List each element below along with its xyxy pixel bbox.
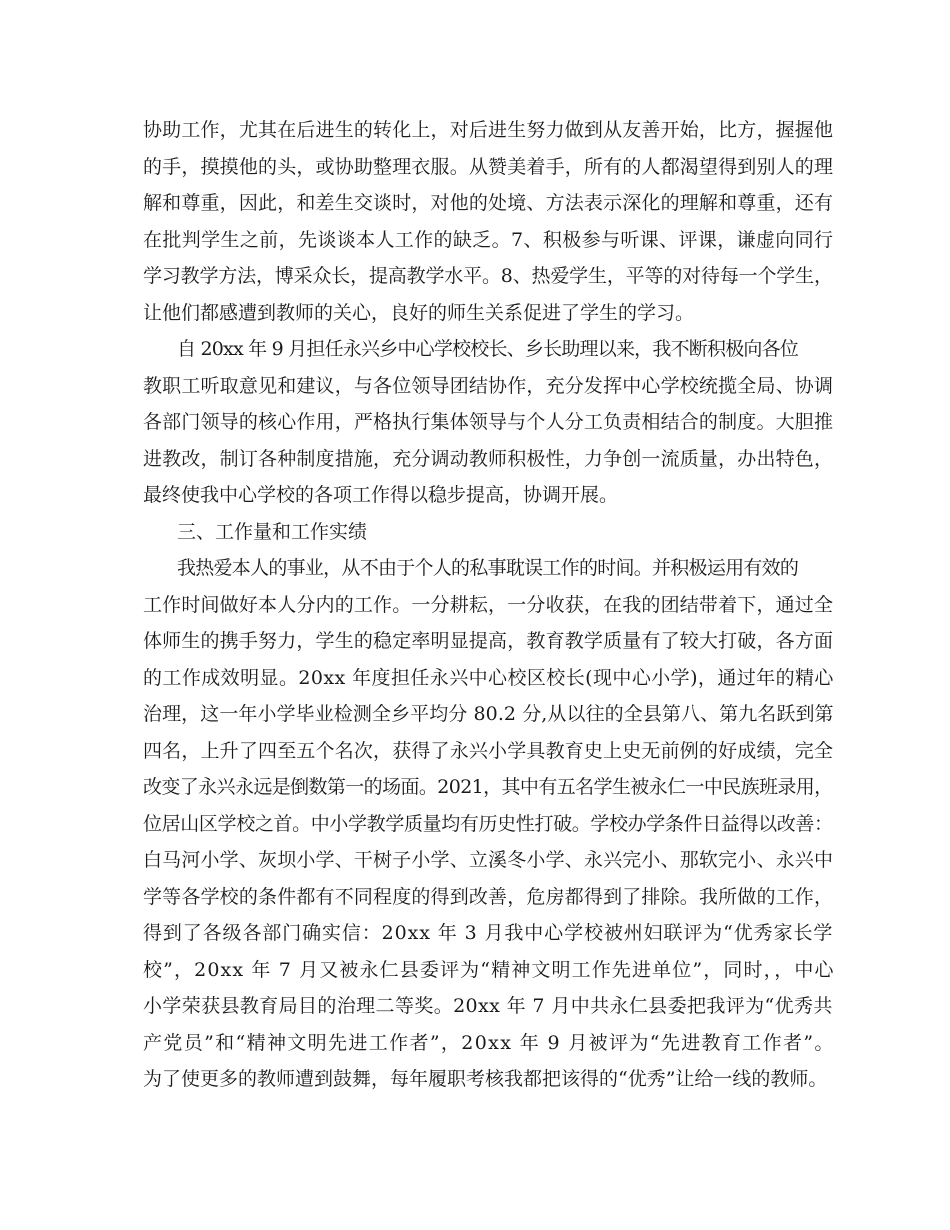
text-line: 最终使我中心学校的各项工作得以稳步提高，协调开展。 [143, 484, 619, 506]
text-line: 自 20xx 年 9 月担任永兴乡中心学校校长、乡长助理以来，我不断积极向各位 [177, 338, 799, 360]
text-line: 白马河小学、灰坝小学、干树子小学、立溪冬小学、永兴完小、那软完小、永兴中 [143, 849, 834, 871]
text-line: 得到了各级各部门确实信：20xx 年 3 月我中心学校被州妇联评为“优秀家长学 [143, 922, 834, 944]
text-line: 体师生的携手努力，学生的稳定率明显提高，教育教学质量有了较大打破，各方面 [143, 630, 834, 652]
text-line: 解和尊重，因此，和差生交谈时，对他的处境、方法表示深化的理解和尊重，还有 [143, 192, 834, 214]
text-line: 产党员”和“精神文明先进工作者”，20xx 年 9 月被评为“先进教育工作者”。 [143, 1031, 835, 1054]
text-line: 学习教学方法，博采众长，提高教学水平。8、热爱学生，平等的对待每一个学生， [143, 265, 833, 287]
text-line: 改变了永兴永远是倒数第一的场面。2021，其中有五名学生被永仁一中民族班录用， [143, 776, 833, 798]
text-line: 三、工作量和工作实绩 [177, 520, 368, 543]
text-line: 进教改，制订各种制度措施，充分调动教师积极性，力争创一流质量，办出特色， [143, 447, 834, 470]
text-line: 协助工作，尤其在后进生的转化上，对后进生努力做到从友善开始，比方，握握他 [143, 119, 834, 141]
text-line: 治理，这一年小学毕业检测全乡平均分 80.2 分,从以往的全县第八、第九名跃到第 [143, 703, 834, 725]
text-line: 小学荣获县教育局目的治理二等奖。20xx 年 7 月中共永仁县委把我评为“优秀共 [143, 995, 833, 1017]
text-line: 为了使更多的教师遭到鼓舞，每年履职考核我都把该得的“优秀”让给一线的教师。 [143, 1068, 828, 1090]
text-line: 位居山区学校之首。中小学教学质量均有历史性打破。学校办学条件日益得以改善： [143, 812, 833, 835]
text-line: 工作时间做好本人分内的工作。一分耕耘，一分收获，在我的团结带着下，通过全 [143, 593, 834, 616]
text-line: 教职工听取意见和建议，与各位领导团结协作，充分发挥中心学校统揽全局、协调 [143, 374, 834, 397]
text-line: 让他们都感遭到教师的关心，良好的师生关系促进了学生的学习。 [143, 301, 695, 324]
text-line: 学等各学校的条件都有不同程度的得到改善，危房都得到了排除。我所做的工作， [143, 885, 834, 908]
text-line: 的工作成效明显。20xx 年度担任永兴中心校区校长(现中心小学)，通过年的精心 [143, 666, 834, 689]
text-line: 校”，20xx 年 7 月又被永仁县委评为“精神文明工作先进单位”，同时，，中心 [143, 958, 835, 981]
text-line: 在批判学生之前，先谈谈本人工作的缺乏。7、积极参与听课、评课，谦虚向同行 [143, 228, 834, 251]
text-line: 的手，摸摸他的头，或协助整理衣服。从赞美着手，所有的人都渴望得到别人的理 [143, 155, 834, 178]
text-line: 我热爱本人的事业，从不由于个人的私事耽误工作的时间。并积极运用有效的 [177, 557, 799, 579]
text-line: 四名，上升了四至五个名次，获得了永兴小学具教育史上史无前例的好成绩，完全 [143, 739, 834, 762]
document-body [143, 112, 833, 1098]
text-line: 各部门领导的核心作用，严格执行集体领导与个人分工负责相结合的制度。大胆推 [143, 411, 834, 433]
